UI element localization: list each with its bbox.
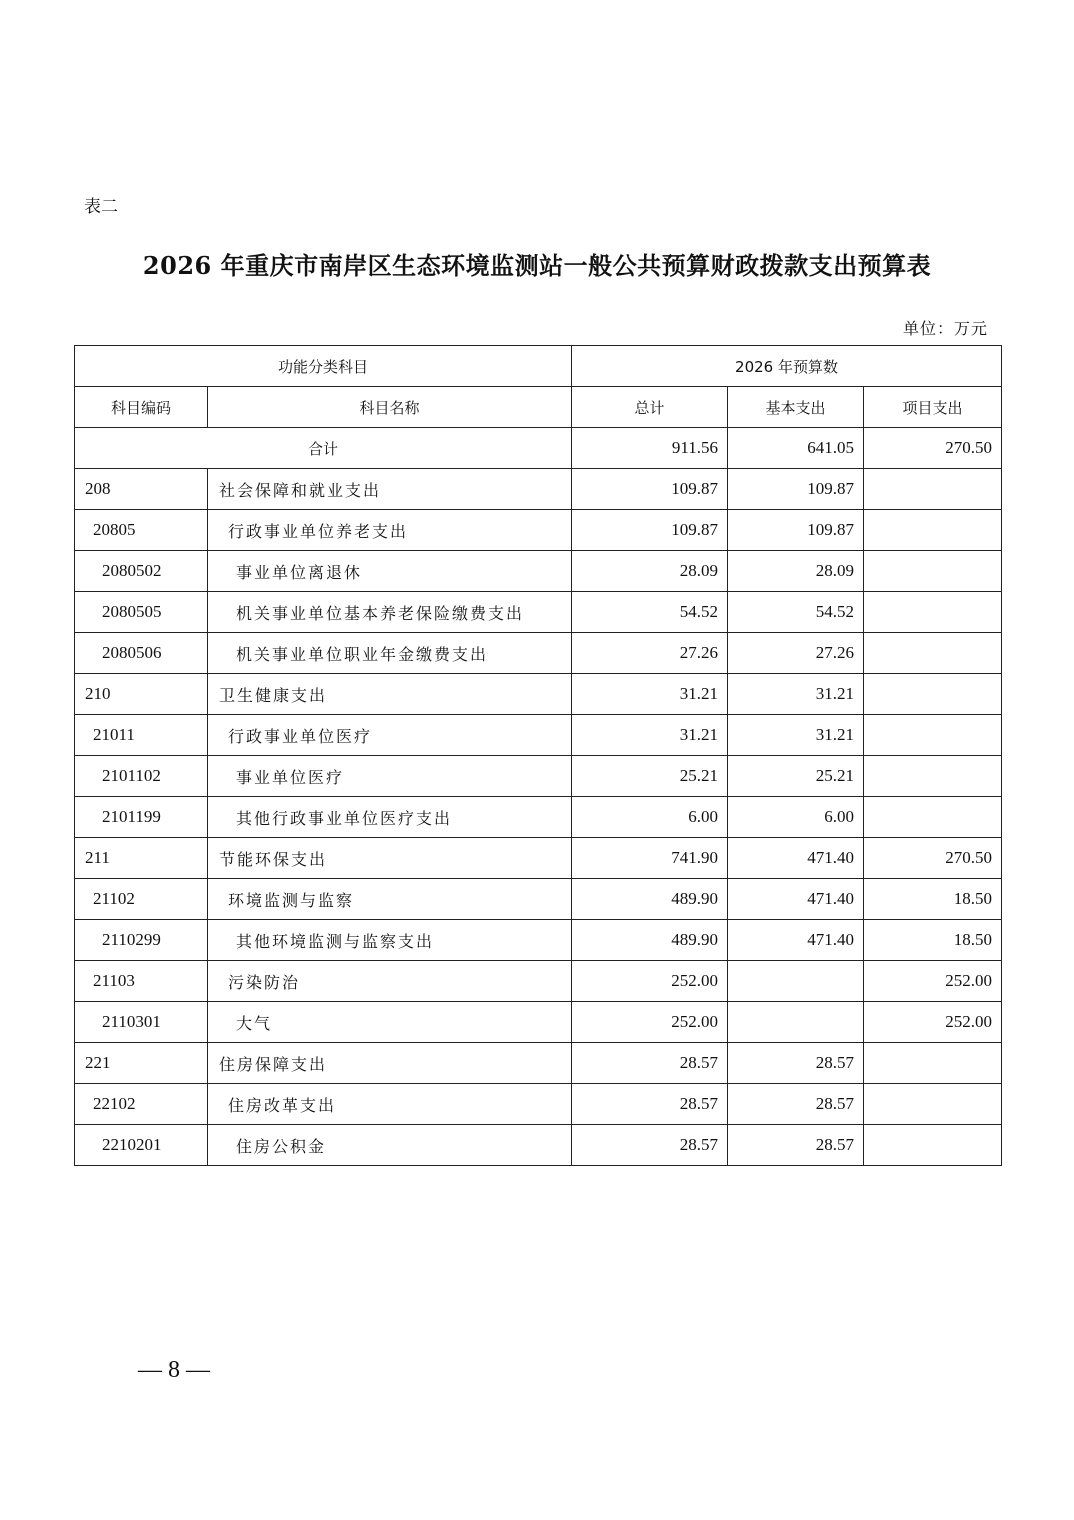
table-row [75,756,1002,797]
row-name: 社会保障和就业支出 [208,469,572,510]
row-name: 机关事业单位基本养老保险缴费支出 [208,592,572,633]
row-basic: 471.40 [728,879,864,920]
row-code: 210 [75,674,208,715]
table-row [75,797,1002,838]
row-basic: 31.21 [728,674,864,715]
row-basic [728,1002,864,1043]
table-row [75,1002,1002,1043]
row-code: 2110301 [75,1002,208,1043]
row-basic: 28.57 [728,1043,864,1084]
column-header-code: 科目编码 [75,387,208,428]
table-row [75,838,1002,879]
total-label: 合计 [75,428,572,469]
row-basic: 471.40 [728,838,864,879]
row-project [864,797,1002,838]
row-basic: 28.57 [728,1084,864,1125]
row-name: 大气 [208,1002,572,1043]
total-total: 911.56 [572,428,728,469]
row-project [864,715,1002,756]
group-header-budget-amount: 2026 年预算数 [572,346,1002,387]
column-header-basic: 基本支出 [728,387,864,428]
row-total: 489.90 [572,920,728,961]
table-row [75,879,1002,920]
budget-table [74,345,1002,1166]
row-total: 28.09 [572,551,728,592]
total-project: 270.50 [864,428,1002,469]
row-total: 54.52 [572,592,728,633]
row-basic: 28.57 [728,1125,864,1166]
row-project [864,756,1002,797]
table-row [75,1043,1002,1084]
row-total: 109.87 [572,469,728,510]
row-name: 住房保障支出 [208,1043,572,1084]
row-basic: 54.52 [728,592,864,633]
group-header-functional-category: 功能分类科目 [75,346,572,387]
unit-label: 单位：万元 [902,319,988,338]
row-basic: 109.87 [728,469,864,510]
row-project [864,551,1002,592]
row-total: 25.21 [572,756,728,797]
row-project: 252.00 [864,1002,1002,1043]
row-project [864,1043,1002,1084]
row-code: 21102 [75,879,208,920]
row-total: 252.00 [572,1002,728,1043]
row-name: 事业单位离退休 [208,551,572,592]
row-name: 其他环境监测与监察支出 [208,920,572,961]
page-title: 2026 年重庆市南岸区生态环境监测站一般公共预算财政拨款支出预算表 [142,251,932,280]
table-row [75,510,1002,551]
table-row [75,920,1002,961]
total-row [75,428,1002,469]
row-code: 211 [75,838,208,879]
row-basic [728,961,864,1002]
row-code: 2080506 [75,633,208,674]
row-code: 2101199 [75,797,208,838]
row-code: 2110299 [75,920,208,961]
row-project [864,1084,1002,1125]
table-group-header-row [75,346,1002,387]
row-code: 21103 [75,961,208,1002]
row-name: 机关事业单位职业年金缴费支出 [208,633,572,674]
row-code: 221 [75,1043,208,1084]
row-total: 28.57 [572,1043,728,1084]
column-header-name: 科目名称 [208,387,572,428]
row-name: 节能环保支出 [208,838,572,879]
row-name: 行政事业单位养老支出 [208,510,572,551]
row-basic: 6.00 [728,797,864,838]
row-project [864,592,1002,633]
row-project: 18.50 [864,879,1002,920]
row-total: 741.90 [572,838,728,879]
row-total: 27.26 [572,633,728,674]
row-code: 2080505 [75,592,208,633]
row-name: 污染防治 [208,961,572,1002]
row-code: 22102 [75,1084,208,1125]
row-total: 252.00 [572,961,728,1002]
table-row [75,961,1002,1002]
table-row [75,1125,1002,1166]
row-name: 事业单位医疗 [208,756,572,797]
row-total: 31.21 [572,715,728,756]
row-project [864,510,1002,551]
row-name: 其他行政事业单位医疗支出 [208,797,572,838]
total-basic: 641.05 [728,428,864,469]
row-name: 住房公积金 [208,1125,572,1166]
table-row [75,674,1002,715]
row-name: 卫生健康支出 [208,674,572,715]
row-code: 2101102 [75,756,208,797]
row-total: 6.00 [572,797,728,838]
row-code: 2210201 [75,1125,208,1166]
row-name: 行政事业单位医疗 [208,715,572,756]
row-total: 489.90 [572,879,728,920]
row-total: 28.57 [572,1084,728,1125]
column-header-project: 项目支出 [864,387,1002,428]
row-code: 208 [75,469,208,510]
row-project [864,633,1002,674]
table-row [75,633,1002,674]
row-basic: 109.87 [728,510,864,551]
row-code: 2080502 [75,551,208,592]
row-project: 270.50 [864,838,1002,879]
row-basic: 25.21 [728,756,864,797]
table-row [75,1084,1002,1125]
row-project [864,469,1002,510]
row-code: 21011 [75,715,208,756]
row-total: 28.57 [572,1125,728,1166]
row-total: 31.21 [572,674,728,715]
table-row [75,551,1002,592]
row-name: 住房改革支出 [208,1084,572,1125]
row-project [864,1125,1002,1166]
table-row [75,715,1002,756]
row-project [864,674,1002,715]
row-total: 109.87 [572,510,728,551]
column-header-total: 总计 [572,387,728,428]
row-project: 252.00 [864,961,1002,1002]
row-code: 20805 [75,510,208,551]
page-number: — 8 — [138,1357,210,1383]
row-basic: 27.26 [728,633,864,674]
table-label: 表二 [84,197,118,217]
table-row [75,469,1002,510]
row-project: 18.50 [864,920,1002,961]
row-basic: 471.40 [728,920,864,961]
table-body [75,428,1002,1166]
row-name: 环境监测与监察 [208,879,572,920]
row-basic: 31.21 [728,715,864,756]
row-basic: 28.09 [728,551,864,592]
table-column-header-row [75,387,1002,428]
table-row [75,592,1002,633]
